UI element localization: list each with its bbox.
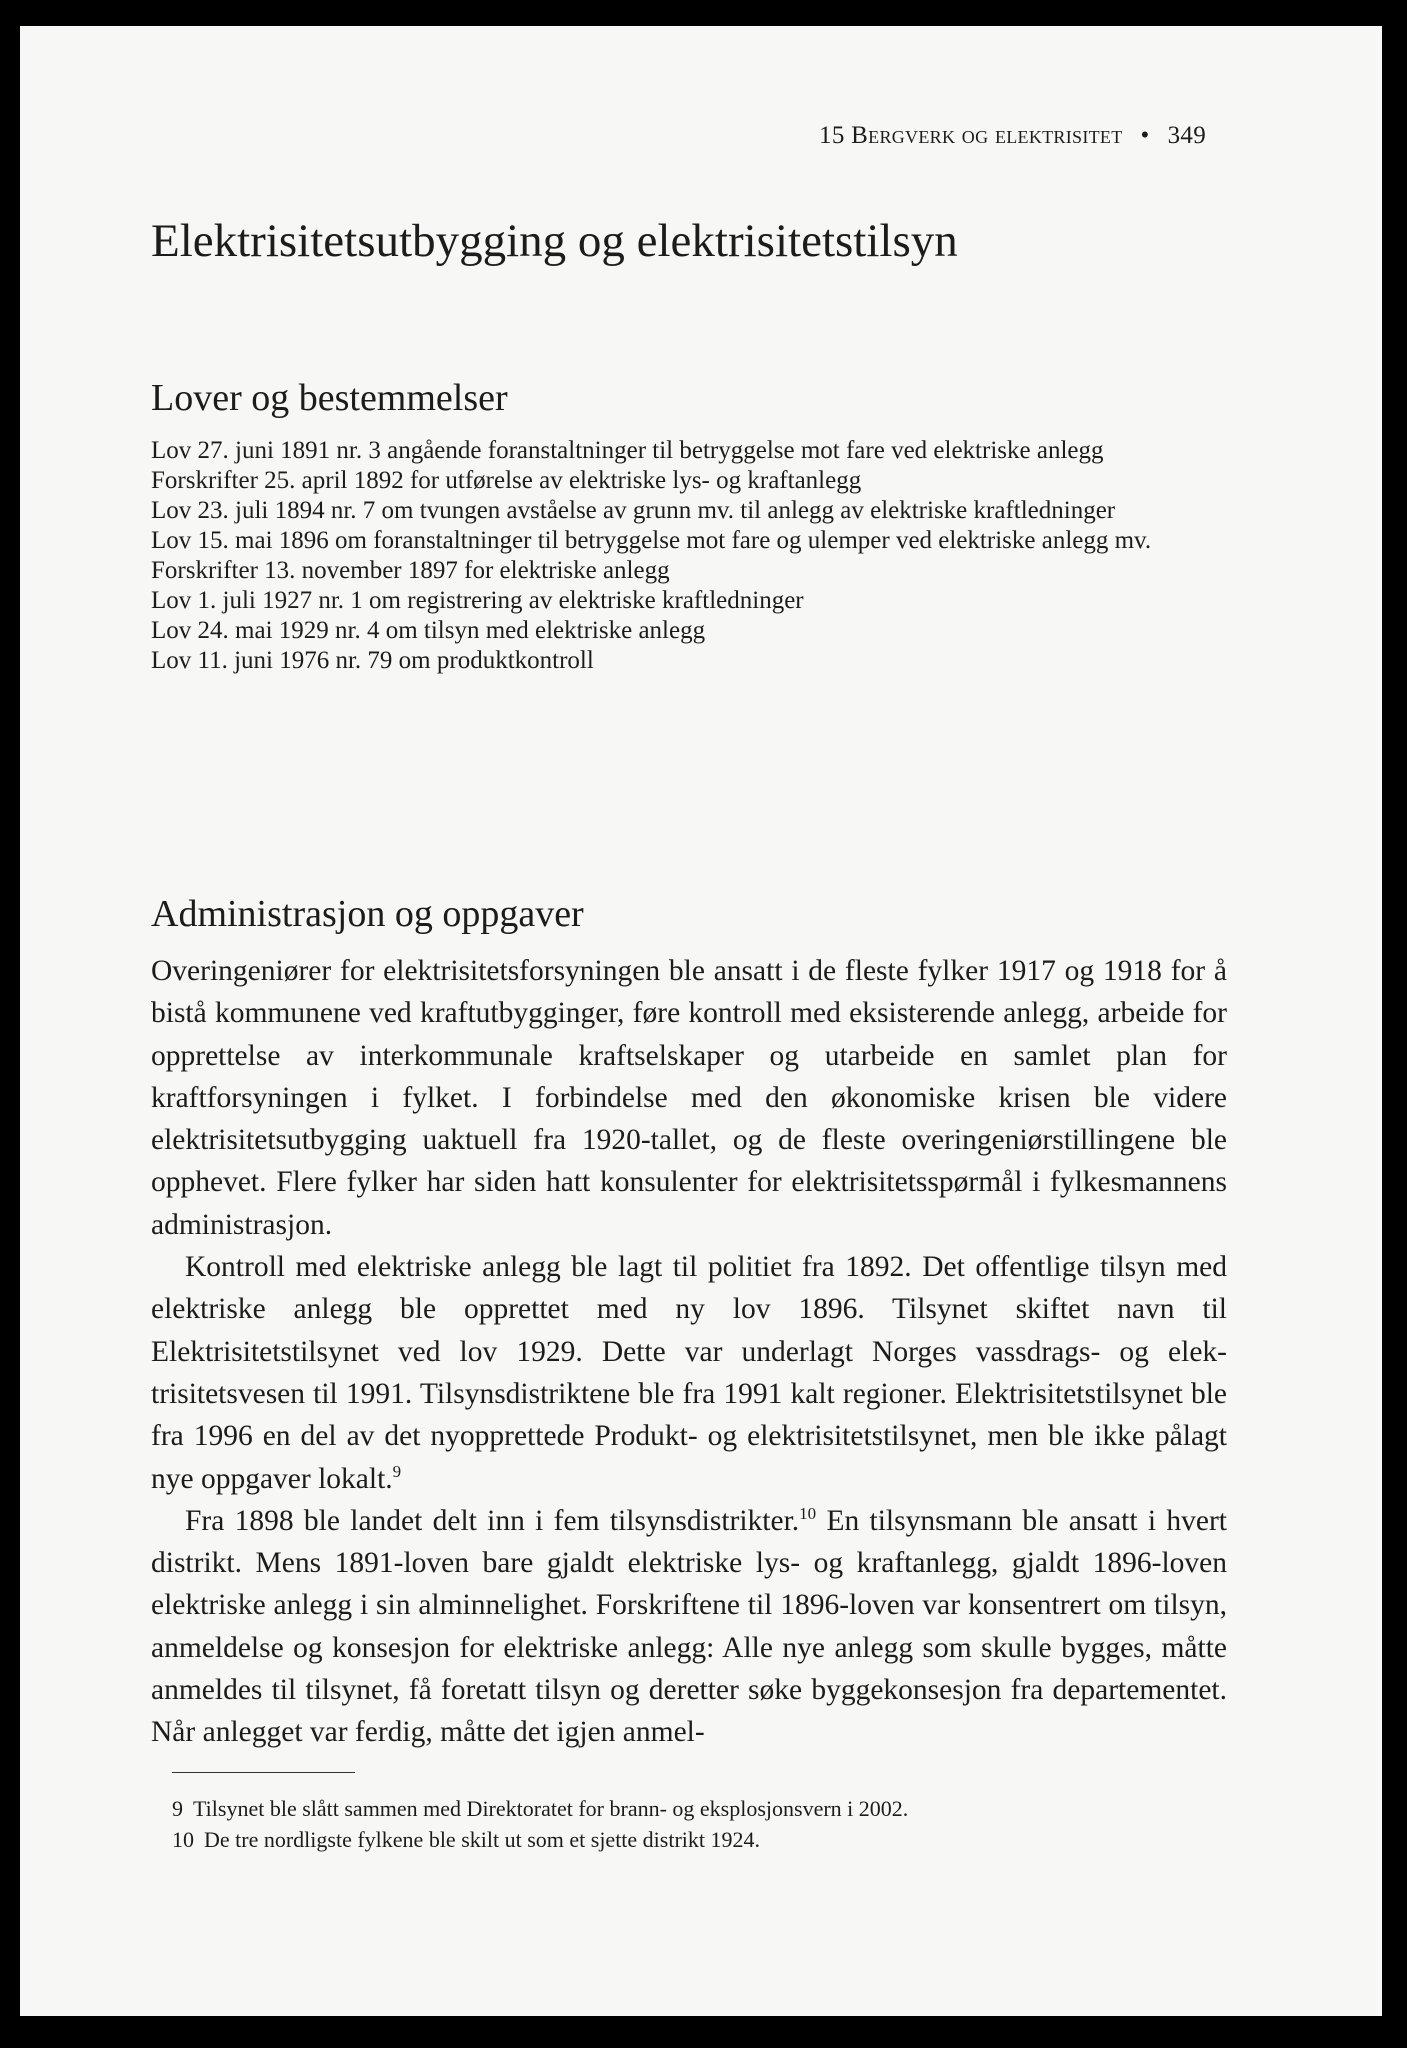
law-item: Lov 15. mai 1896 om foranstaltninger til betryggelse mot fare og ulemper ved elektriske anlegg mv. — [151, 527, 1152, 554]
footnote-number: 10 — [172, 1827, 194, 1852]
body-text — [151, 950, 1227, 1754]
footnote-number: 9 — [172, 1796, 183, 1821]
law-item: Lov 27. juni 1891 nr. 3 angående foranstaltninger til betryggelse mot fare ved elektriske anlegg — [151, 437, 1104, 464]
footnote-ref[interactable]: 10 — [799, 1504, 817, 1524]
law-item: Lov 11. juni 1976 nr. 79 om produktkontroll — [151, 647, 594, 674]
admin-heading: Administrasjon og oppgaver — [151, 893, 584, 935]
footnote — [172, 1824, 1222, 1855]
paragraph — [151, 1246, 1227, 1500]
section-title: Elektrisitetsutbygging og elektrisitetstilsyn — [151, 215, 958, 267]
running-head — [819, 122, 1206, 150]
paragraph-text: Fra 1898 ble landet delt inn i fem tilsynsdistrikter. — [185, 1504, 800, 1537]
law-item: Forskrifter 25. april 1892 for utførelse av elektriske lys- og kraftanlegg — [151, 467, 862, 494]
paragraph-text: En tilsynsmann ble ansatt i hvert distrikt. Mens 1891-loven bare gjaldt elektriske lys- og kraftanlegg, gjaldt 1896-loven elektriske anlegg i sin alminnelighet. Forskriftene til 1896-loven var konsentrert om tilsyn, anmeldelse og konsesjon for elektriske anlegg: Alle nye anlegg som skulle bygges, måtte anmeldes til tilsynet, få foretatt tilsyn og deretter søke byggekonsesjon fra departementet. Når anlegget var ferdig, måtte det igjen anmel- — [151, 1504, 1227, 1749]
law-item: Lov 1. juli 1927 nr. 1 om registrering av elektriske kraftledninger — [151, 587, 804, 614]
paragraph: Overingeniører for elektrisitetsforsyningen ble ansatt i de fleste fylker 1917 og 1918 for å bistå kommunene ved kraftutbygginger, føre kontroll med eksisterende anlegg, arbeide for opprettelse av interkommunale kraftselskaper og utarbeide en samlet plan for kraftforsyningen i fylket. I forbindelse med den økonomiske krisen ble videre elektrisitetsutbygging uaktuell fra 1920-tallet, og de fleste overingeniørstillingene ble opphevet. Flere fylker har siden hatt konsulenter for elektrisitetsspørmål i fylkesmannens administrasjon. — [151, 955, 1227, 1241]
law-item: Forskrifter 13. november 1897 for elektriske anlegg — [151, 557, 670, 584]
laws-heading: Lover og bestemmelser — [151, 377, 508, 419]
page-number: 349 — [1167, 122, 1206, 149]
chapter-title: 15 Bergverk og elektrisitet — [819, 122, 1123, 149]
footnotes — [172, 1793, 1222, 1855]
footnote-divider — [172, 1772, 355, 1773]
paragraph-text: Kontroll med elektriske anlegg ble lagt til politiet fra 1892. Det offentlige tilsyn med elektriske anlegg ble opprettet med ny lov 1896. Tilsynet skiftet navn til Elektrisitetstilsynet ved lov 1929. Dette var underlagt Norges vassdrags- og elektrisitetsvesen til 1991. Tilsynsdistriktene ble fra 1991 kalt regioner. Elektrisitetstilsynet ble fra 1996 en del av det nyopprettede Produkt- og elektrisitetstilsynet, men ble ikke pålagt nye oppgaver lokalt. — [151, 1251, 1227, 1495]
footnote — [172, 1793, 1222, 1824]
footnote-text: De tre nordligste fylkene ble skilt ut som et sjette distrikt 1924. — [204, 1827, 761, 1852]
laws-list — [151, 436, 1227, 676]
footnote-ref[interactable]: 9 — [392, 1461, 402, 1481]
law-item: Lov 23. juli 1894 nr. 7 om tvungen avståelse av grunn mv. til anlegg av elektriske kraftledninger — [151, 497, 1116, 524]
separator-bullet: • — [1140, 122, 1150, 149]
footnote-text: Tilsynet ble slått sammen med Direktoratet for brann- og eksplosjonsvern i 2002. — [193, 1796, 909, 1821]
paragraph — [151, 1500, 1227, 1754]
book-page — [20, 26, 1382, 2016]
law-item: Lov 24. mai 1929 nr. 4 om tilsyn med elektriske anlegg — [151, 617, 706, 644]
